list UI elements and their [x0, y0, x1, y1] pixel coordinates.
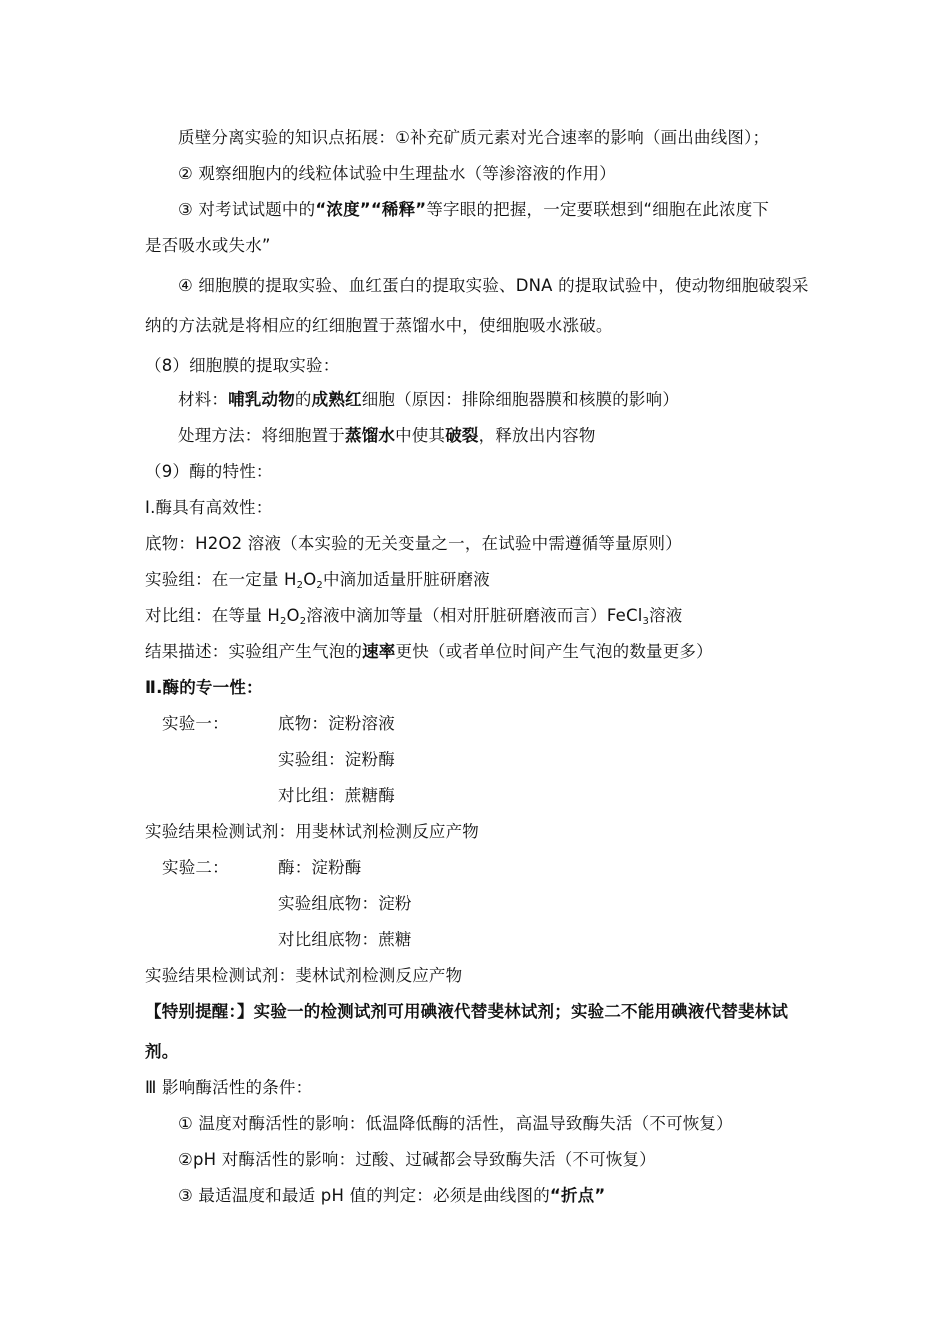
text: O	[303, 570, 317, 589]
text: O	[286, 606, 300, 625]
text: 的	[294, 390, 312, 409]
line-temperature: ① 温度对酶活性的影响：低温降低酶的活性，高温导致酶失活（不可恢复）	[178, 1114, 733, 1133]
text: 溶液	[649, 606, 683, 625]
subscript: 2	[299, 616, 307, 627]
line-6: 纳的方法就是将相应的红细胞置于蒸馏水中，使细胞吸水涨破。	[145, 316, 613, 335]
emphasis: 蒸馏水	[345, 426, 396, 445]
text: ，释放出内容物	[478, 426, 596, 445]
emphasis-nongdu: “浓度”	[315, 200, 371, 219]
experiment-2-control: 对比组底物：蔗糖	[278, 930, 412, 949]
emphasis: 哺乳动物	[228, 390, 295, 409]
line-control-group	[145, 604, 682, 634]
experiment-2-group: 实验组底物：淀粉	[278, 894, 412, 913]
line-method	[178, 424, 596, 448]
text: 细胞（原因：排除细胞器膜和核膜的影响）	[361, 390, 680, 409]
line-2: ② 观察细胞内的线粒体试验中生理盐水（等渗溶液的作用）	[178, 164, 616, 183]
line-materials	[178, 388, 679, 412]
subscript: 2	[296, 580, 304, 591]
text: 处理方法：将细胞置于	[178, 426, 345, 445]
experiment-1-control: 对比组：蔗糖酶	[278, 786, 395, 805]
text: 溶液中滴加等量（相对肝脏研磨液而言）FeCl	[306, 606, 643, 625]
subscript: 2	[316, 580, 323, 591]
emphasis: 成熟红	[311, 390, 362, 409]
line-5: ④ 细胞膜的提取实验、血红蛋白的提取实验、DNA 的提取试验中，使动物细胞破裂采	[178, 276, 809, 295]
text: 中使其	[395, 426, 446, 445]
subsection-II: Ⅱ.酶的专一性：	[145, 678, 263, 697]
subsection-III: Ⅲ 影响酶活性的条件：	[145, 1078, 313, 1097]
text: ③ 对考试试题中的	[178, 200, 316, 219]
emphasis: 速率	[362, 642, 396, 661]
line-substrate: 底物：H2O2 溶液（本实验的无关变量之一，在试验中需遵循等量原则）	[145, 534, 682, 553]
emphasis-xishi: “稀释”	[370, 200, 427, 219]
subscript: 2	[279, 616, 287, 627]
section-9-heading: （9）酶的特性：	[145, 462, 273, 481]
experiment-1-reagent: 实验结果检测试剂：用斐林试剂检测反应产物	[145, 822, 479, 841]
subsection-I: Ⅰ.酶具有高效性：	[145, 498, 273, 517]
text: 对比组：在等量 H	[145, 606, 280, 625]
line-3	[178, 198, 769, 222]
line-1: 质壁分离实验的知识点拓展：①补充矿质元素对光合速率的影响（画出曲线图）；	[178, 128, 770, 147]
experiment-1-group: 实验组：淀粉酶	[278, 750, 395, 769]
text: 材料：	[178, 390, 229, 409]
special-reminder-cont: 剂。	[145, 1042, 179, 1061]
subscript: 3	[642, 616, 650, 627]
line-ph: ②pH 对酶活性的影响：过酸、过碱都会导致酶失活（不可恢复）	[178, 1150, 656, 1169]
experiment-1-label: 实验一：	[162, 714, 229, 733]
text: 结果描述：实验组产生气泡的	[145, 642, 363, 661]
text: ③ 最适温度和最适 pH 值的判定：必须是曲线图的	[178, 1186, 550, 1205]
line-result	[145, 640, 713, 664]
experiment-2-reagent: 实验结果检测试剂：斐林试剂检测反应产物	[145, 966, 463, 985]
emphasis: 破裂	[445, 426, 479, 445]
line-optimum	[178, 1184, 605, 1208]
emphasis-zhedian: “折点”	[549, 1186, 606, 1205]
text: 等字眼的把握，一定要联想到“细胞在此浓度下	[426, 200, 770, 219]
line-4: 是否吸水或失水”	[145, 236, 271, 255]
special-reminder: 【特别提醒：】实验一的检测试剂可用碘液代替斐林试剂；实验二不能用碘液代替斐林试	[145, 1002, 789, 1021]
experiment-2-label: 实验二：	[162, 858, 229, 877]
section-8-heading: （8）细胞膜的提取实验：	[145, 356, 340, 375]
line-experimental-group	[145, 568, 490, 598]
experiment-1-substrate: 底物：淀粉溶液	[278, 714, 395, 733]
text: 中滴加适量肝脏研磨液	[322, 570, 490, 589]
experiment-2-enzyme: 酶：淀粉酶	[278, 858, 362, 877]
text: 实验组：在一定量 H	[145, 570, 297, 589]
text: 更快（或者单位时间产生气泡的数量更多）	[395, 642, 713, 661]
